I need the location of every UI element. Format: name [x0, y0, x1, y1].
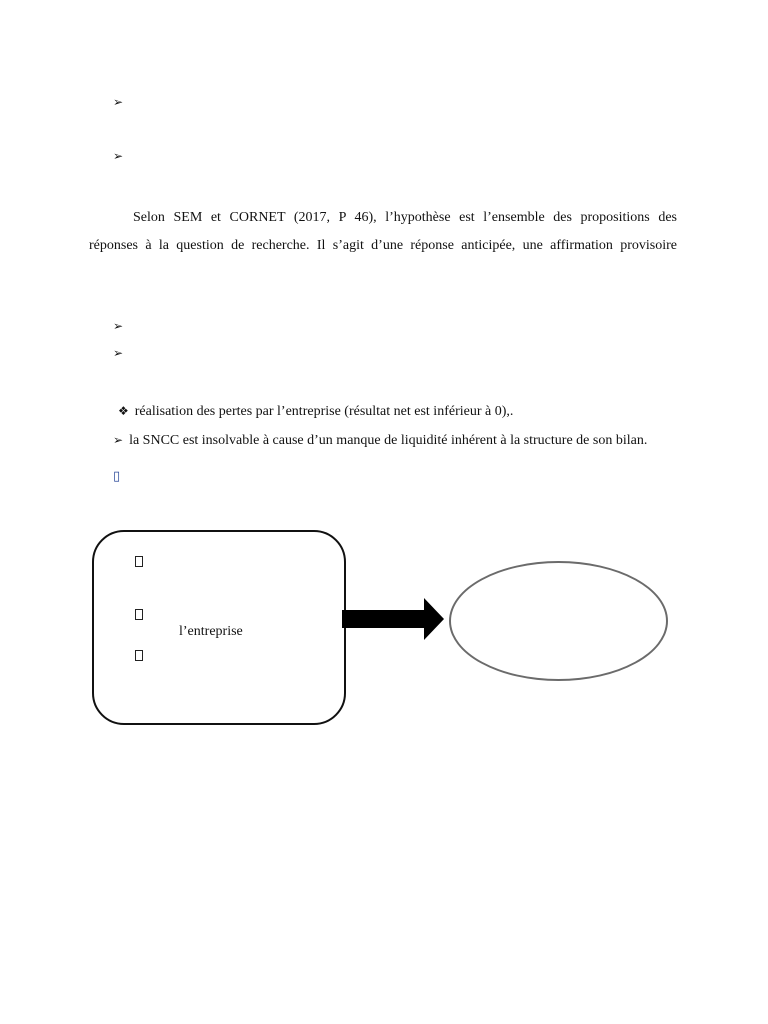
list-item-insolvency-text: la SNCC est insolvable à cause d’un manque de liquidité inhérent à la structure de son bilan. [129, 433, 648, 448]
list-item-losses-text: réalisation des pertes par l’entreprise (résultat net est inférieur à 0),. [134, 404, 514, 419]
diagram-result-ellipse [449, 561, 668, 681]
arrow-bullet-icon: ➢ [113, 433, 124, 447]
paragraph-line-2: réponses à la question de recherche. Il s’agit d’une réponse anticipée, une affirmation provisoire [89, 238, 677, 253]
bullet-empty-4: ➢ [113, 346, 124, 360]
list-item-losses [118, 402, 513, 421]
diagram-arrow-icon [342, 598, 446, 640]
bullet-empty-2: ➢ [113, 149, 124, 163]
link-icon: ▯ [113, 469, 121, 484]
bullet-empty-1: ➢ [113, 95, 124, 109]
checkbox-square-icon-1 [135, 556, 143, 567]
checkbox-square-icon-2 [135, 609, 143, 620]
paragraph-line-1: Selon SEM et CORNET (2017, P 46), l’hypothèse est l’ensemble des propositions des [133, 210, 677, 225]
diagram-arrow-shape [342, 598, 444, 640]
paragraph-hypothesis [89, 204, 677, 260]
bullet-empty-3: ➢ [113, 319, 124, 333]
list-item-insolvency [113, 431, 647, 450]
diagram-box-label: l’entreprise [179, 624, 243, 639]
checkbox-square-icon-3 [135, 650, 143, 661]
diamond-bullet-icon: ❖ [118, 404, 129, 418]
